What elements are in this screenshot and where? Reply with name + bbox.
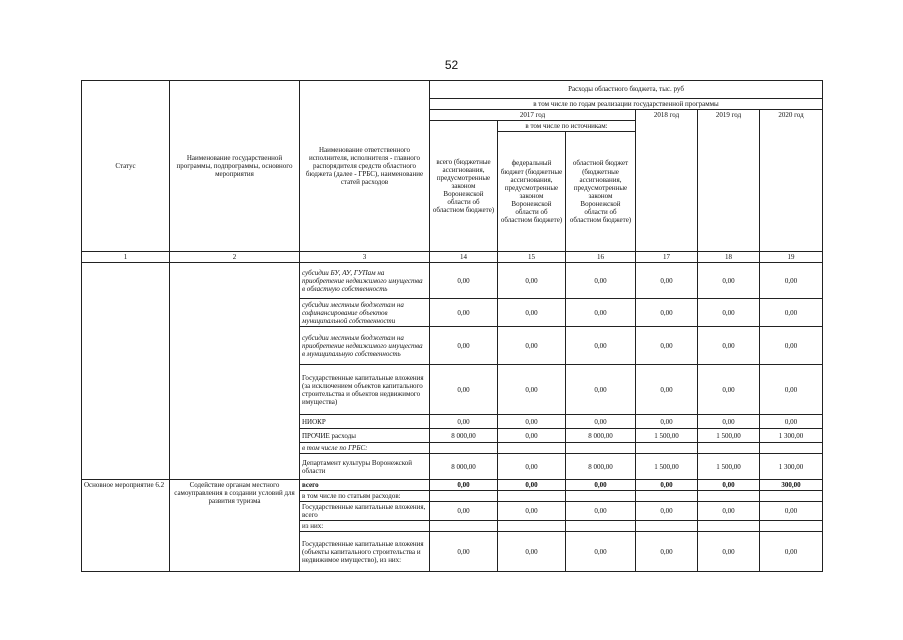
value-2019: 0,00 — [698, 502, 760, 521]
header-executor: Наименование ответственного исполнителя, исполнителя - главного распорядителя средств областного бюджета (далее - ГРБС), наименование статей расходов — [300, 81, 430, 252]
empty-cell — [760, 521, 823, 532]
value-2019: 0,00 — [698, 299, 760, 327]
empty-cell — [760, 491, 823, 502]
empty-cell — [498, 443, 566, 454]
value-federal-2017: 0,00 — [498, 365, 566, 415]
value-total-2017: 0,00 — [430, 480, 498, 491]
value-2019: 1 500,00 — [698, 454, 760, 480]
value-regional-2017: 8 000,00 — [566, 454, 636, 480]
value-regional-2017: 0,00 — [566, 480, 636, 491]
value-2018: 0,00 — [636, 502, 698, 521]
col-number: 2 — [170, 252, 300, 263]
col-number: 1 — [82, 252, 170, 263]
value-federal-2017: 0,00 — [498, 327, 566, 365]
value-federal-2017: 0,00 — [498, 502, 566, 521]
row-label: НИОКР — [300, 415, 430, 429]
row-label: из них: — [300, 521, 430, 532]
row-label: Департамент культуры Воронежской области — [300, 454, 430, 480]
header-status: Статус — [82, 81, 170, 252]
value-2020: 0,00 — [760, 502, 823, 521]
row-label: субсидии местным бюджетам на софинансирование объектов муниципальной собственности — [300, 299, 430, 327]
empty-cell — [498, 521, 566, 532]
value-federal-2017: 0,00 — [498, 299, 566, 327]
value-total-2017: 0,00 — [430, 263, 498, 299]
program-main-event-name: Содействие органам местного самоуправления в создании условий для развития туризма — [170, 480, 300, 572]
row-label: в том числе по статьям расходов: — [300, 491, 430, 502]
value-total-2017: 0,00 — [430, 299, 498, 327]
value-2020: 0,00 — [760, 299, 823, 327]
value-2018: 0,00 — [636, 299, 698, 327]
empty-cell — [430, 443, 498, 454]
empty-cell — [698, 521, 760, 532]
col-number: 14 — [430, 252, 498, 263]
value-federal-2017: 0,00 — [498, 532, 566, 572]
col-number: 19 — [760, 252, 823, 263]
value-2018: 0,00 — [636, 415, 698, 429]
empty-cell — [430, 491, 498, 502]
value-2018: 1 500,00 — [636, 429, 698, 443]
value-2020: 300,00 — [760, 480, 823, 491]
value-total-2017: 0,00 — [430, 415, 498, 429]
value-federal-2017: 0,00 — [498, 263, 566, 299]
budget-table — [81, 80, 823, 572]
col-number: 15 — [498, 252, 566, 263]
header-year-2019: 2019 год — [698, 110, 760, 252]
value-total-2017: 0,00 — [430, 532, 498, 572]
header-regional: областной бюджет (бюджетные ассигнования, предусмотренные законом Воронежской области об областном бюджете) — [566, 132, 636, 252]
value-federal-2017: 0,00 — [498, 480, 566, 491]
empty-cell — [698, 491, 760, 502]
row-label: Государственные капитальные вложения, всего — [300, 502, 430, 521]
col-number: 17 — [636, 252, 698, 263]
empty-cell — [566, 521, 636, 532]
value-total-2017: 8 000,00 — [430, 429, 498, 443]
value-2020: 0,00 — [760, 532, 823, 572]
value-2020: 0,00 — [760, 415, 823, 429]
empty-cell — [566, 443, 636, 454]
empty-cell — [498, 491, 566, 502]
table-row — [82, 263, 823, 299]
value-federal-2017: 0,00 — [498, 454, 566, 480]
header-by-sources: в том числе по источникам: — [498, 121, 636, 132]
value-regional-2017: 0,00 — [566, 502, 636, 521]
value-2020: 1 300,00 — [760, 454, 823, 480]
value-federal-2017: 0,00 — [498, 415, 566, 429]
header-expenses: Расходы областного бюджета, тыс. руб — [430, 81, 823, 99]
header-year-2020: 2020 год — [760, 110, 823, 252]
page-number: 52 — [444, 58, 459, 72]
row-label: Государственные капитальные вложения (за исключением объектов капитального строительства и объектов недвижимого имущества) — [300, 365, 430, 415]
value-2019: 0,00 — [698, 480, 760, 491]
table-row — [82, 480, 823, 491]
header-program-name: Наименование государственной программы, подпрограммы, основного мероприятия — [170, 81, 300, 252]
value-federal-2017: 0,00 — [498, 429, 566, 443]
empty-cell — [636, 443, 698, 454]
value-regional-2017: 0,00 — [566, 299, 636, 327]
value-total-2017: 8 000,00 — [430, 454, 498, 480]
col-number: 16 — [566, 252, 636, 263]
col-number: 18 — [698, 252, 760, 263]
status-main-event: Основное мероприятие 6.2 — [82, 480, 170, 572]
program-cell-empty — [170, 263, 300, 480]
header-year-2017: 2017 год — [430, 110, 636, 121]
header-total: всего (бюджетные ассигнования, предусмотренные законом Воронежской области об областном бюджете) — [430, 121, 498, 252]
value-2020: 0,00 — [760, 327, 823, 365]
value-2018: 0,00 — [636, 327, 698, 365]
value-regional-2017: 0,00 — [566, 532, 636, 572]
col-number: 3 — [300, 252, 430, 263]
status-cell-empty — [82, 263, 170, 480]
value-2020: 1 300,00 — [760, 429, 823, 443]
value-2018: 0,00 — [636, 480, 698, 491]
row-label: субсидии БУ, АУ, ГУПам на приобретение недвижимого имущества в областную собственность — [300, 263, 430, 299]
row-label: субсидии местным бюджетам на приобретение недвижимого имущества в муниципальную собственность — [300, 327, 430, 365]
value-2018: 0,00 — [636, 263, 698, 299]
header-federal: федеральный бюджет (бюджетные ассигнования, предусмотренные законом Воронежской области об областном бюджете) — [498, 132, 566, 252]
value-total-2017: 0,00 — [430, 365, 498, 415]
row-label: всего — [300, 480, 430, 491]
column-numbers-row — [82, 252, 823, 263]
value-2019: 1 500,00 — [698, 429, 760, 443]
value-2018: 0,00 — [636, 532, 698, 572]
value-2020: 0,00 — [760, 365, 823, 415]
row-label: в том числе по ГРБС: — [300, 443, 430, 454]
value-regional-2017: 0,00 — [566, 415, 636, 429]
value-2019: 0,00 — [698, 327, 760, 365]
header-year-2018: 2018 год — [636, 110, 698, 252]
value-2019: 0,00 — [698, 365, 760, 415]
row-label: Государственные капитальные вложения (объекты капитального строительства и недвижимое имущество), из них: — [300, 532, 430, 572]
value-total-2017: 0,00 — [430, 327, 498, 365]
value-regional-2017: 0,00 — [566, 327, 636, 365]
empty-cell — [698, 443, 760, 454]
value-2020: 0,00 — [760, 263, 823, 299]
value-2019: 0,00 — [698, 415, 760, 429]
value-regional-2017: 8 000,00 — [566, 429, 636, 443]
row-label: ПРОЧИЕ расходы — [300, 429, 430, 443]
value-regional-2017: 0,00 — [566, 263, 636, 299]
empty-cell — [636, 521, 698, 532]
value-2019: 0,00 — [698, 532, 760, 572]
value-2019: 0,00 — [698, 263, 760, 299]
value-2018: 0,00 — [636, 365, 698, 415]
empty-cell — [430, 521, 498, 532]
empty-cell — [566, 491, 636, 502]
empty-cell — [636, 491, 698, 502]
empty-cell — [760, 443, 823, 454]
value-regional-2017: 0,00 — [566, 365, 636, 415]
header-by-years: в том числе по годам реализации государственной программы — [430, 99, 823, 110]
value-2018: 1 500,00 — [636, 454, 698, 480]
value-total-2017: 0,00 — [430, 502, 498, 521]
